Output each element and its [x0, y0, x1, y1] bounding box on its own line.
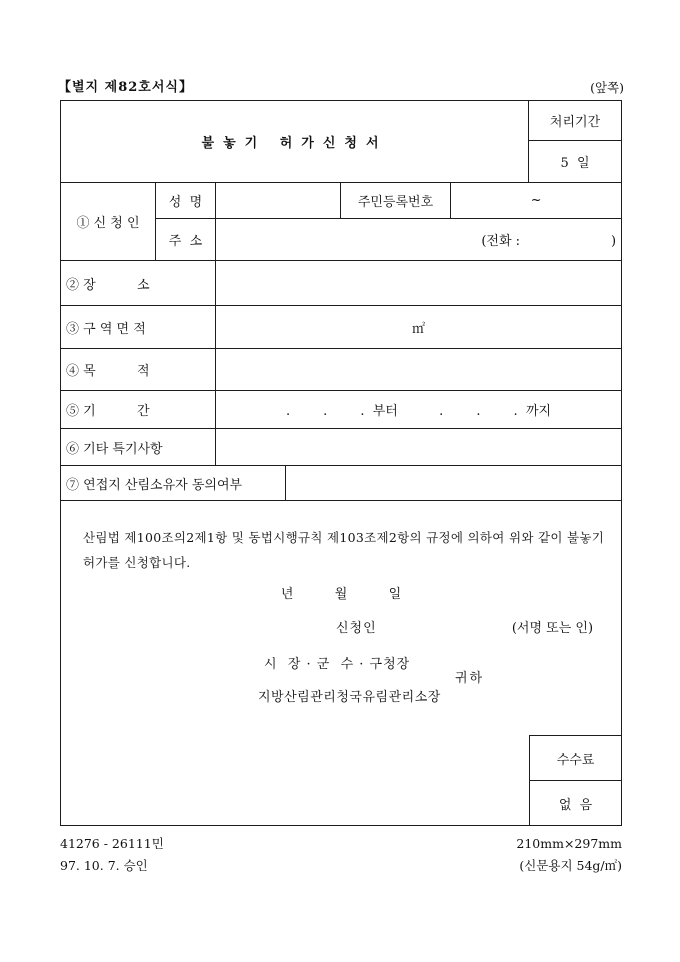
- applicant-name-label: 성 명: [156, 183, 216, 219]
- fee-box: [529, 735, 621, 825]
- processing-period-value: 5 일: [529, 141, 622, 183]
- row-notes-field: [216, 429, 622, 466]
- declaration-line-1: 산림법 제100조의2제1항 및 동법시행규칙 제103조제2항의 규정에 의하여 위와 같이 불놓기: [83, 530, 605, 545]
- applicant-name-field: [216, 183, 341, 219]
- recipient-mayor-line: 시 장 · 군 수 · 구청장: [264, 657, 411, 672]
- resident-id-label: 주민등록번호: [341, 183, 451, 219]
- row-consent-field: [286, 466, 622, 501]
- row-period-label: ⑤ 기 간: [61, 391, 216, 429]
- row-consent-label: ⑦ 연접지 산림소유자 동의여부: [61, 466, 286, 501]
- declaration-line-2: 허가를 신청합니다.: [83, 555, 191, 570]
- page-side-label: (앞쪽): [590, 80, 624, 95]
- row-location-label: ② 장 소: [61, 261, 216, 306]
- fee-label: 수수료: [530, 736, 621, 781]
- applicant-address-label: 주 소: [156, 219, 216, 261]
- recipient-honorific: 귀하: [455, 671, 485, 686]
- processing-period-label: 처리기간: [529, 101, 622, 141]
- paper-size: 210mm×297mm: [516, 836, 622, 851]
- row-notes-label: ⑥ 기타 특기사항: [61, 429, 216, 466]
- application-form-table: [60, 100, 622, 826]
- row-purpose-field: [216, 349, 622, 391]
- applicant-signature-label: 신청인: [336, 621, 377, 636]
- paper-spec: (신문용지 54g/㎡): [519, 858, 622, 873]
- row-period-field: . . . 부터 . . . 까지: [216, 391, 622, 429]
- row-area-label: ③ 구 역 면 적: [61, 306, 216, 349]
- applicant-row-label: ① 신 청 인: [61, 183, 156, 261]
- approval-date: 97. 10. 7. 승인: [60, 858, 148, 873]
- applicant-phone-field: (전화 : ): [216, 219, 622, 261]
- date-line: 년 월 일: [280, 587, 402, 602]
- signature-note: (서명 또는 인): [511, 621, 594, 636]
- resident-id-field: ~: [451, 183, 622, 219]
- declaration-text: [83, 525, 604, 575]
- form-title: 불놓기 허가신청서: [61, 101, 529, 183]
- recipient-forest-office-line: 지방산림관리청국유림관리소장: [258, 690, 441, 705]
- doc-number: 41276 - 26111민: [60, 836, 164, 851]
- footer-right: [516, 833, 622, 877]
- declaration-section: [61, 501, 622, 826]
- row-area-field: ㎡: [216, 306, 622, 349]
- form-code: 【별지 제82호서식】: [58, 80, 193, 95]
- row-location-field: [216, 261, 622, 306]
- footer-left: [60, 833, 164, 877]
- row-purpose-label: ④ 목 적: [61, 349, 216, 391]
- fee-value: 없 음: [558, 798, 593, 813]
